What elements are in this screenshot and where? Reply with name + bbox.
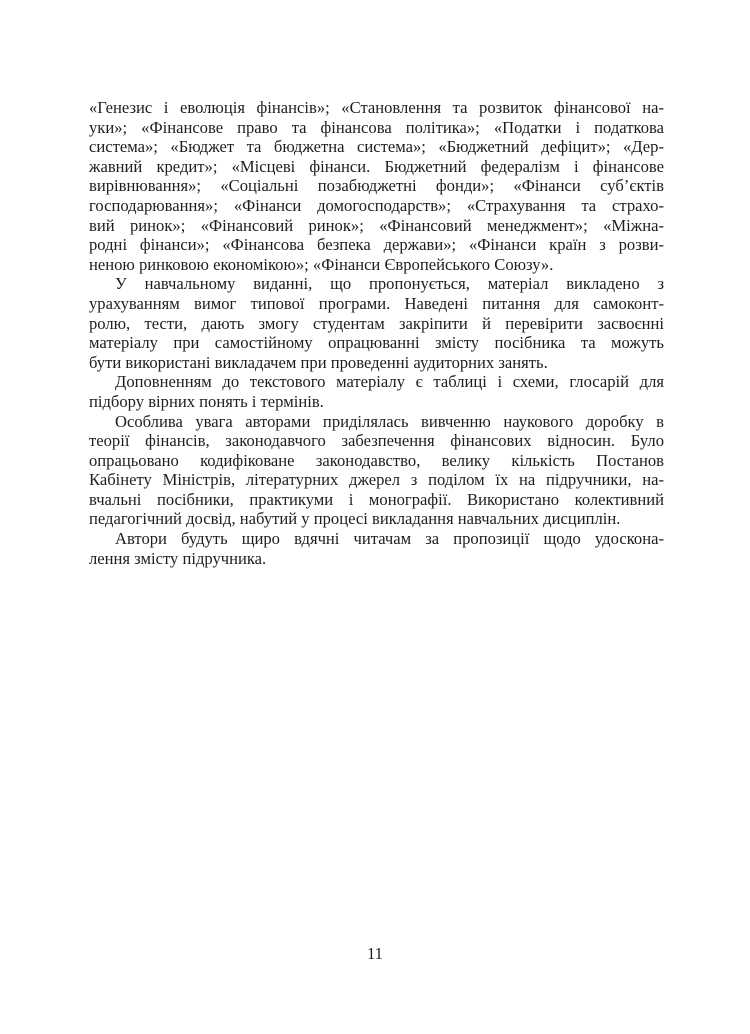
text-line: господарювання»; «Фінанси домогосподарств»; «Страхування та страхо- xyxy=(89,195,664,215)
text-line: У навчальному виданні, що пропонується, матеріал викладено з xyxy=(115,274,664,294)
text-line: ролю, тести, дають змогу студентам закріпити й перевірити засвоєнні xyxy=(89,313,664,333)
text-line: матеріалу при самостійному опрацюванні змісту посібника та можуть xyxy=(89,333,664,353)
text-line: Особлива увага авторами приділялась вивченню наукового доробку в xyxy=(115,411,664,431)
text-line: педагогічний досвід, набутий у процесі викладання навчальних дисциплін. xyxy=(89,509,621,529)
text-line: бути використані викладачем при проведенні аудиторних занять. xyxy=(89,352,548,372)
paragraph-topics-list xyxy=(89,98,664,274)
text-line: лення змісту підручника. xyxy=(89,548,267,568)
text-line: вирівнювання»; «Соціальні позабюджетні фонди»; «Фінанси суб’єктів xyxy=(89,176,664,196)
text-line: Кабінету Міністрів, літературних джерел з поділом їх на підручники, на- xyxy=(89,470,664,490)
text-line: вий ринок»; «Фінансовий ринок»; «Фінансовий менеджмент»; «Міжна- xyxy=(89,215,664,235)
text-line: опрацьовано кодифіковане законодавство, велику кількість Постанов xyxy=(89,450,664,470)
paragraph-acknowledgement xyxy=(89,529,664,568)
text-line: теорії фінансів, законодавчого забезпечення фінансових відносин. Було xyxy=(89,431,664,451)
paragraph-publication-overview xyxy=(89,274,664,372)
text-line: неною ринковою економікою»; «Фінанси Європейського Союзу». xyxy=(89,254,554,274)
paragraph-supplements xyxy=(89,372,664,411)
text-line: система»; «Бюджет та бюджетна система»; «Бюджетний дефіцит»; «Дер- xyxy=(89,137,664,157)
paragraph-sources xyxy=(89,412,664,530)
text-line: вчальні посібники, практикуми і монографії. Використано колективний xyxy=(89,489,664,509)
text-line: «Генезис і еволюція фінансів»; «Становлення та розвиток фінансової на- xyxy=(89,98,664,117)
text-line: жавний кредит»; «Місцеві фінанси. Бюджетний федералізм і фінансове xyxy=(89,156,664,176)
text-line: урахуванням вимог типової програми. Наведені питання для самоконт- xyxy=(89,293,664,313)
body-text xyxy=(89,98,664,568)
text-line: родні фінанси»; «Фінансова безпека держави»; «Фінанси країн з розви- xyxy=(89,235,664,255)
text-line: уки»; «Фінансове право та фінансова політика»; «Податки і податкова xyxy=(89,117,664,137)
text-line: підбору вірних понять і термінів. xyxy=(89,391,324,411)
text-line: Автори будуть щиро вдячні читачам за пропозиції щодо удоскона- xyxy=(115,529,664,549)
page-number: 11 xyxy=(367,944,383,963)
text-line: Доповненням до текстового матеріалу є таблиці і схеми, глосарій для xyxy=(115,372,664,392)
